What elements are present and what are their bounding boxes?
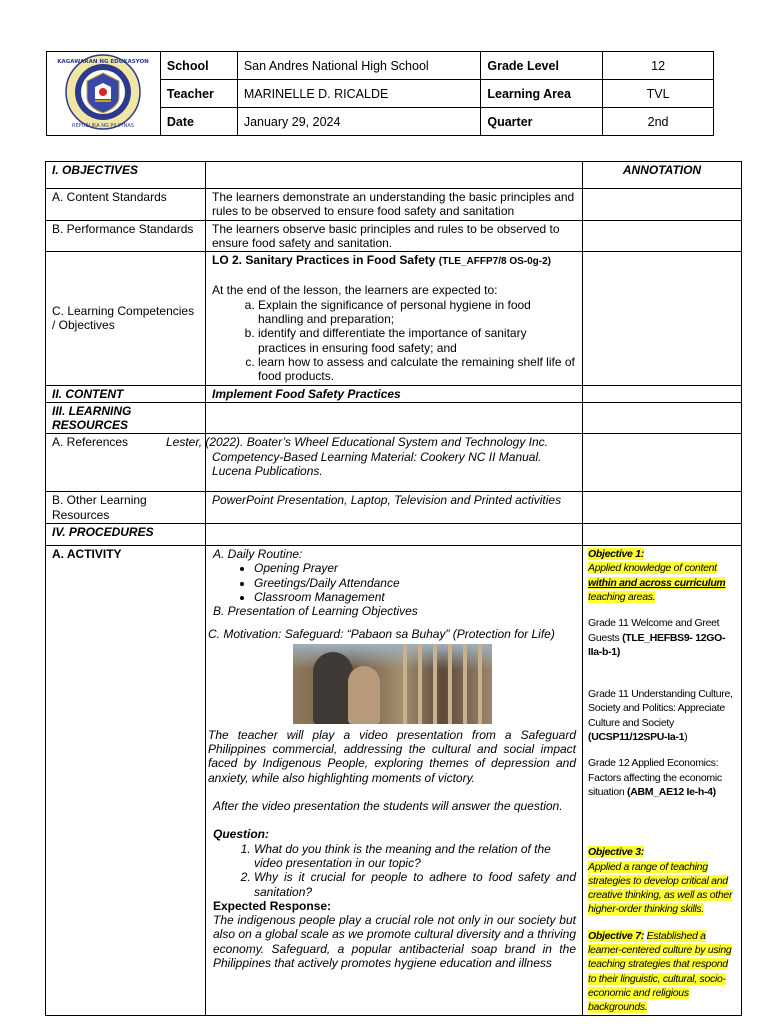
grade12-econ-code: (ABM_AE12 Ie-h-4) [627, 785, 716, 798]
lesson-plan-table [45, 161, 742, 1016]
objective-1-post: teaching areas. [588, 590, 656, 603]
svg-text:REPUBLIKA NG PILIPINAS: REPUBLIKA NG PILIPINAS [72, 123, 135, 129]
question-list [254, 842, 576, 899]
grade11-welcome: Grade 11 Welcome and Greet Guests [588, 617, 720, 644]
lo-intro: At the end of the lesson, the learners are expected to: [212, 283, 498, 298]
list-item: • Opening Prayer [254, 561, 576, 575]
grade11-culture-code: (UCSP11/12SPU-Ia-1 [588, 731, 685, 744]
procedures-label: IV. PROCEDURES [46, 524, 206, 546]
school-label: School [160, 52, 237, 80]
list-item: 1. What do you think is the meaning and the relation of the video presentation in our topic? [254, 842, 576, 871]
other-resources-label: B. Other Learning Resources [46, 492, 206, 524]
svg-text:KAGAWARAN NG EDUKASYON: KAGAWARAN NG EDUKASYON [57, 59, 150, 65]
learning-area-label: Learning Area [481, 80, 603, 108]
objective-3-heading: Objective 3: [588, 846, 644, 859]
list-item: a. Explain the significance of personal hygiene in food handling and preparation; [258, 298, 576, 327]
expected-response-text: The indigenous people play a crucial role not only in our society but also on a global scale as we promote cultural diversity and a thriving economy. Safeguard, a popular antibacterial soap brand in the Philippines that actively promotes hygiene education and illness [213, 913, 576, 970]
grade12-econ: Grade 12 Applied Economics: Factors affecting the economic situation [588, 757, 722, 798]
competencies-cell [206, 252, 583, 385]
performance-standards-text: The learners observe basic principles and rules to be observed to ensure food safety and sanitation. [206, 220, 583, 252]
expected-response-label: Expected Response: [213, 898, 332, 913]
learning-resources-label: III. LEARNING RESOURCES [46, 402, 206, 434]
activity-label: A. ACTIVITY [46, 546, 206, 1016]
date-value: January 29, 2024 [237, 108, 481, 136]
grade-level-label: Grade Level [481, 52, 603, 80]
objective-1-heading: Objective 1: [588, 548, 644, 561]
objective-7-heading: Objective 7: [588, 929, 644, 942]
date-label: Date [160, 108, 237, 136]
performance-standards-label: B. Performance Standards [46, 220, 206, 252]
after-video-text: After the video presentation the students will answer the question. [213, 799, 563, 814]
motivation-label: C. Motivation: Safeguard: “Pabaon sa Buhay” (Protection for Life) [208, 626, 555, 641]
references-text: Lester, (2022). Boater’s Wheel Educational System and Technology Inc. Competency-Based Learning Material: Cookery NC II Manual. Lucena Publications. [206, 434, 583, 492]
routine-list [254, 561, 576, 604]
learning-area-value: TVL [603, 80, 714, 108]
header-table [46, 51, 714, 136]
lo-list [258, 298, 576, 384]
deped-seal-icon [57, 53, 150, 131]
annotation-cell: Objective 1: Applied knowledge of content within and across curriculum teaching areas. Grade 11 Welcome and Greet Guests (TLE_HEFBS9- 12GO-IIa-b-1) Grade 11 Understanding Culture, Society and Politics: Appreciate Culture and Society (UCSP11/12SPU-Ia-1) Grade 12 Applied Economics: Factors affecting the economic situation (ABM_AE12 Ie-h-4) Objective 3: Applied a range of teaching strategies to develop critical and creative thinking, as well as other higher-order thinking skills. Objective 7: Established a learner-centered culture by using teaching strategies that respond to their linguistic, cultural, socio-economic and religious backgrounds. [583, 546, 742, 1016]
references-label: A. References [46, 434, 206, 492]
activity-cell [206, 546, 583, 1016]
other-resources-text: PowerPoint Presentation, Laptop, Television and Printed activities [206, 492, 583, 524]
list-item: • Greetings/Daily Attendance [254, 576, 576, 590]
objective-7-text: Established a learner-centered culture by using teaching strategies that respond to their linguistic, cultural, socio-economic and religious backgrounds. [588, 929, 732, 1014]
grade-level-value: 12 [603, 52, 714, 80]
competencies-label: C. Learning Competencies / Objectives [46, 252, 206, 385]
video-thumbnail [293, 644, 492, 724]
presentation-label: B. Presentation of Learning Objectives [213, 604, 418, 619]
quarter-value: 2nd [603, 108, 714, 136]
grade11-welcome-code: (TLE_HEFBS9- 12GO-IIa-b-1) [588, 631, 726, 658]
daily-routine-label: A. Daily Routine: [213, 547, 303, 562]
list-item: c. learn how to assess and calculate the remaining shelf life of food products. [258, 355, 576, 384]
teacher-value: MARINELLE D. RICALDE [237, 80, 481, 108]
lo-code: (TLE_AFFP7/8 OS-0g-2) [438, 256, 551, 268]
question-label: Question: [213, 827, 269, 842]
deped-seal-cell [47, 52, 161, 136]
list-item: b. identify and differentiate the importance of sanitary practices in ensuring food safety; and [258, 326, 576, 355]
quarter-label: Quarter [481, 108, 603, 136]
list-item: 2. Why is it crucial for people to adhere to food safety and sanitation? [254, 870, 576, 899]
objective-1-text: Applied knowledge of content [588, 562, 717, 575]
list-item: • Classroom Management [254, 590, 576, 604]
objective-3-text: Applied a range of teaching strategies to develop critical and creative thinking, as well as other higher-order thinking skills. [588, 860, 733, 916]
objective-1-underline: within and across curriculum [588, 576, 726, 589]
content-standards-label: A. Content Standards [46, 189, 206, 221]
objectives-heading: I. OBJECTIVES [46, 162, 206, 189]
lo-title: LO 2. Sanitary Practices in Food Safety [212, 253, 436, 268]
teacher-label: Teacher [160, 80, 237, 108]
school-value: San Andres National High School [237, 52, 481, 80]
video-description: The teacher will play a video presentation from a Safeguard Philippines commercial, addressing the cultural and social impact faced by Indigenous People, exploring themes of depression and anxiety, while also highlighting moments of victory. [208, 727, 576, 785]
grade11-culture: Grade 11 Understanding Culture, Society and Politics: Appreciate Culture and Society [588, 688, 733, 729]
content-label: II. CONTENT [46, 385, 206, 402]
annotation-heading: ANNOTATION [583, 162, 742, 189]
content-text: Implement Food Safety Practices [206, 385, 583, 402]
content-standards-text: The learners demonstrate an understanding the basic principles and rules to be observed to ensure food safety and sanitation [206, 189, 583, 221]
